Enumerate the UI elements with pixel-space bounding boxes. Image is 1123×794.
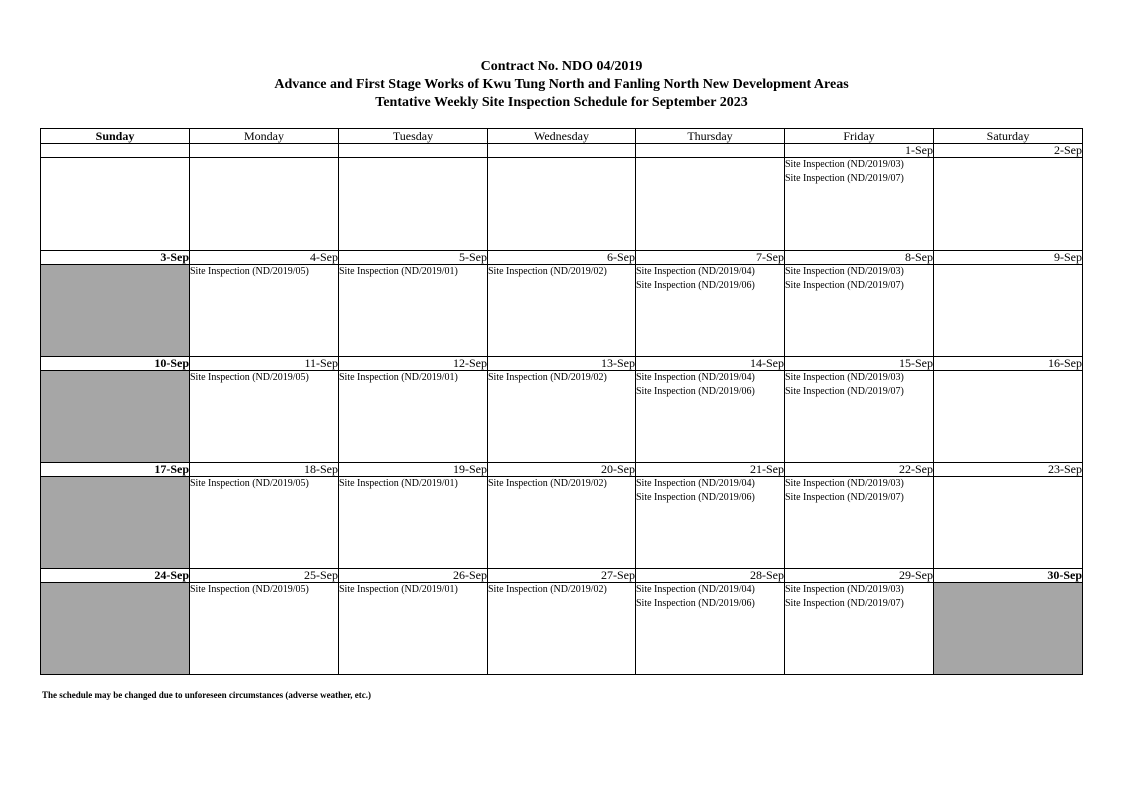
inspection-entry: Site Inspection (ND/2019/03): [785, 266, 904, 277]
day-cell: [339, 158, 488, 251]
footnote: The schedule may be changed due to unforeseen circumstances (adverse weather, etc.): [42, 690, 372, 700]
date-row: [41, 357, 1083, 371]
day-cell: [190, 158, 339, 251]
date-cell: 30-Sep: [934, 569, 1083, 583]
inspection-entry: Site Inspection (ND/2019/02): [488, 372, 607, 383]
inspection-entry: Site Inspection (ND/2019/04): [636, 266, 755, 277]
date-cell: [41, 144, 190, 158]
day-cell: [934, 371, 1083, 463]
inspection-entry: Site Inspection (ND/2019/01): [339, 266, 458, 277]
date-cell: [488, 144, 636, 158]
day-cell: [190, 265, 339, 357]
day-cell: [785, 158, 934, 251]
date-cell: 13-Sep: [488, 357, 636, 371]
date-cell: 20-Sep: [488, 463, 636, 477]
inspection-entry: Site Inspection (ND/2019/05): [190, 372, 309, 383]
inspection-entry: Site Inspection (ND/2019/07): [785, 492, 904, 503]
date-cell: 17-Sep: [41, 463, 190, 477]
inspection-entry: Site Inspection (ND/2019/07): [785, 280, 904, 291]
day-cell: [488, 265, 636, 357]
inspection-entry: Site Inspection (ND/2019/02): [488, 584, 607, 595]
date-cell: [190, 144, 339, 158]
inspection-entry: Site Inspection (ND/2019/03): [785, 372, 904, 383]
weekday-monday: Monday: [190, 129, 339, 144]
inspection-entry: Site Inspection (ND/2019/02): [488, 266, 607, 277]
day-cell: [636, 158, 785, 251]
day-cell: [41, 583, 190, 675]
project-name: Advance and First Stage Works of Kwu Tung North and Fanling North New Development Areas: [274, 77, 849, 92]
events-row: [41, 477, 1083, 569]
inspection-entry: Site Inspection (ND/2019/04): [636, 478, 755, 489]
date-cell: 1-Sep: [785, 144, 934, 158]
day-cell: [41, 158, 190, 251]
date-row: [41, 251, 1083, 265]
day-cell: [785, 583, 934, 675]
day-cell: [41, 265, 190, 357]
date-cell: 2-Sep: [934, 144, 1083, 158]
day-cell: [488, 477, 636, 569]
inspection-entry: Site Inspection (ND/2019/03): [785, 478, 904, 489]
day-cell: [339, 477, 488, 569]
weekday-wednesday: Wednesday: [488, 129, 636, 144]
weekday-thursday: Thursday: [636, 129, 785, 144]
day-cell: [41, 371, 190, 463]
day-cell: [934, 583, 1083, 675]
contract-number: Contract No. NDO 04/2019: [480, 59, 643, 74]
day-cell: [785, 477, 934, 569]
date-cell: [339, 144, 488, 158]
inspection-entry: Site Inspection (ND/2019/03): [785, 584, 904, 595]
date-cell: 9-Sep: [934, 251, 1083, 265]
date-cell: 10-Sep: [41, 357, 190, 371]
day-cell: [488, 583, 636, 675]
day-cell: [934, 158, 1083, 251]
date-cell: [636, 144, 785, 158]
date-cell: 19-Sep: [339, 463, 488, 477]
weekday-header-row: [41, 129, 1083, 144]
inspection-entry: Site Inspection (ND/2019/03): [785, 159, 904, 170]
calendar-table: [40, 128, 1083, 675]
day-cell: [785, 371, 934, 463]
inspection-entry: Site Inspection (ND/2019/06): [636, 280, 755, 291]
date-cell: 14-Sep: [636, 357, 785, 371]
schedule-title: Tentative Weekly Site Inspection Schedule for September 2023: [375, 95, 748, 110]
date-cell: 3-Sep: [41, 251, 190, 265]
date-cell: 6-Sep: [488, 251, 636, 265]
inspection-entry: Site Inspection (ND/2019/07): [785, 173, 904, 184]
day-cell: [190, 583, 339, 675]
inspection-entry: Site Inspection (ND/2019/02): [488, 478, 607, 489]
day-cell: [636, 371, 785, 463]
date-cell: 28-Sep: [636, 569, 785, 583]
date-row: [41, 463, 1083, 477]
date-cell: 4-Sep: [190, 251, 339, 265]
date-cell: 29-Sep: [785, 569, 934, 583]
inspection-entry: Site Inspection (ND/2019/04): [636, 584, 755, 595]
weekday-friday: Friday: [785, 129, 934, 144]
day-cell: [636, 583, 785, 675]
date-cell: 5-Sep: [339, 251, 488, 265]
date-cell: 23-Sep: [934, 463, 1083, 477]
inspection-entry: Site Inspection (ND/2019/06): [636, 386, 755, 397]
date-cell: 11-Sep: [190, 357, 339, 371]
document-title: [0, 58, 1123, 112]
day-cell: [339, 265, 488, 357]
date-cell: 18-Sep: [190, 463, 339, 477]
day-cell: [636, 265, 785, 357]
inspection-entry: Site Inspection (ND/2019/07): [785, 386, 904, 397]
day-cell: [934, 265, 1083, 357]
inspection-entry: Site Inspection (ND/2019/01): [339, 478, 458, 489]
day-cell: [339, 583, 488, 675]
inspection-entry: Site Inspection (ND/2019/06): [636, 598, 755, 609]
date-cell: 7-Sep: [636, 251, 785, 265]
date-row: [41, 144, 1083, 158]
events-row: [41, 158, 1083, 251]
inspection-entry: Site Inspection (ND/2019/06): [636, 492, 755, 503]
day-cell: [190, 371, 339, 463]
weekday-saturday: Saturday: [934, 129, 1083, 144]
day-cell: [488, 371, 636, 463]
inspection-entry: Site Inspection (ND/2019/01): [339, 584, 458, 595]
events-row: [41, 371, 1083, 463]
date-cell: 21-Sep: [636, 463, 785, 477]
day-cell: [190, 477, 339, 569]
inspection-entry: Site Inspection (ND/2019/04): [636, 372, 755, 383]
date-cell: 15-Sep: [785, 357, 934, 371]
inspection-entry: Site Inspection (ND/2019/01): [339, 372, 458, 383]
date-cell: 24-Sep: [41, 569, 190, 583]
day-cell: [785, 265, 934, 357]
inspection-entry: Site Inspection (ND/2019/07): [785, 598, 904, 609]
weekday-sunday: Sunday: [41, 129, 190, 144]
inspection-entry: Site Inspection (ND/2019/05): [190, 478, 309, 489]
date-cell: 12-Sep: [339, 357, 488, 371]
date-cell: 22-Sep: [785, 463, 934, 477]
inspection-entry: Site Inspection (ND/2019/05): [190, 584, 309, 595]
date-row: [41, 569, 1083, 583]
date-cell: 25-Sep: [190, 569, 339, 583]
date-cell: 27-Sep: [488, 569, 636, 583]
date-cell: 16-Sep: [934, 357, 1083, 371]
day-cell: [934, 477, 1083, 569]
date-cell: 26-Sep: [339, 569, 488, 583]
inspection-entry: Site Inspection (ND/2019/05): [190, 266, 309, 277]
day-cell: [41, 477, 190, 569]
weekday-tuesday: Tuesday: [339, 129, 488, 144]
day-cell: [488, 158, 636, 251]
date-cell: 8-Sep: [785, 251, 934, 265]
events-row: [41, 265, 1083, 357]
day-cell: [339, 371, 488, 463]
events-row: [41, 583, 1083, 675]
day-cell: [636, 477, 785, 569]
